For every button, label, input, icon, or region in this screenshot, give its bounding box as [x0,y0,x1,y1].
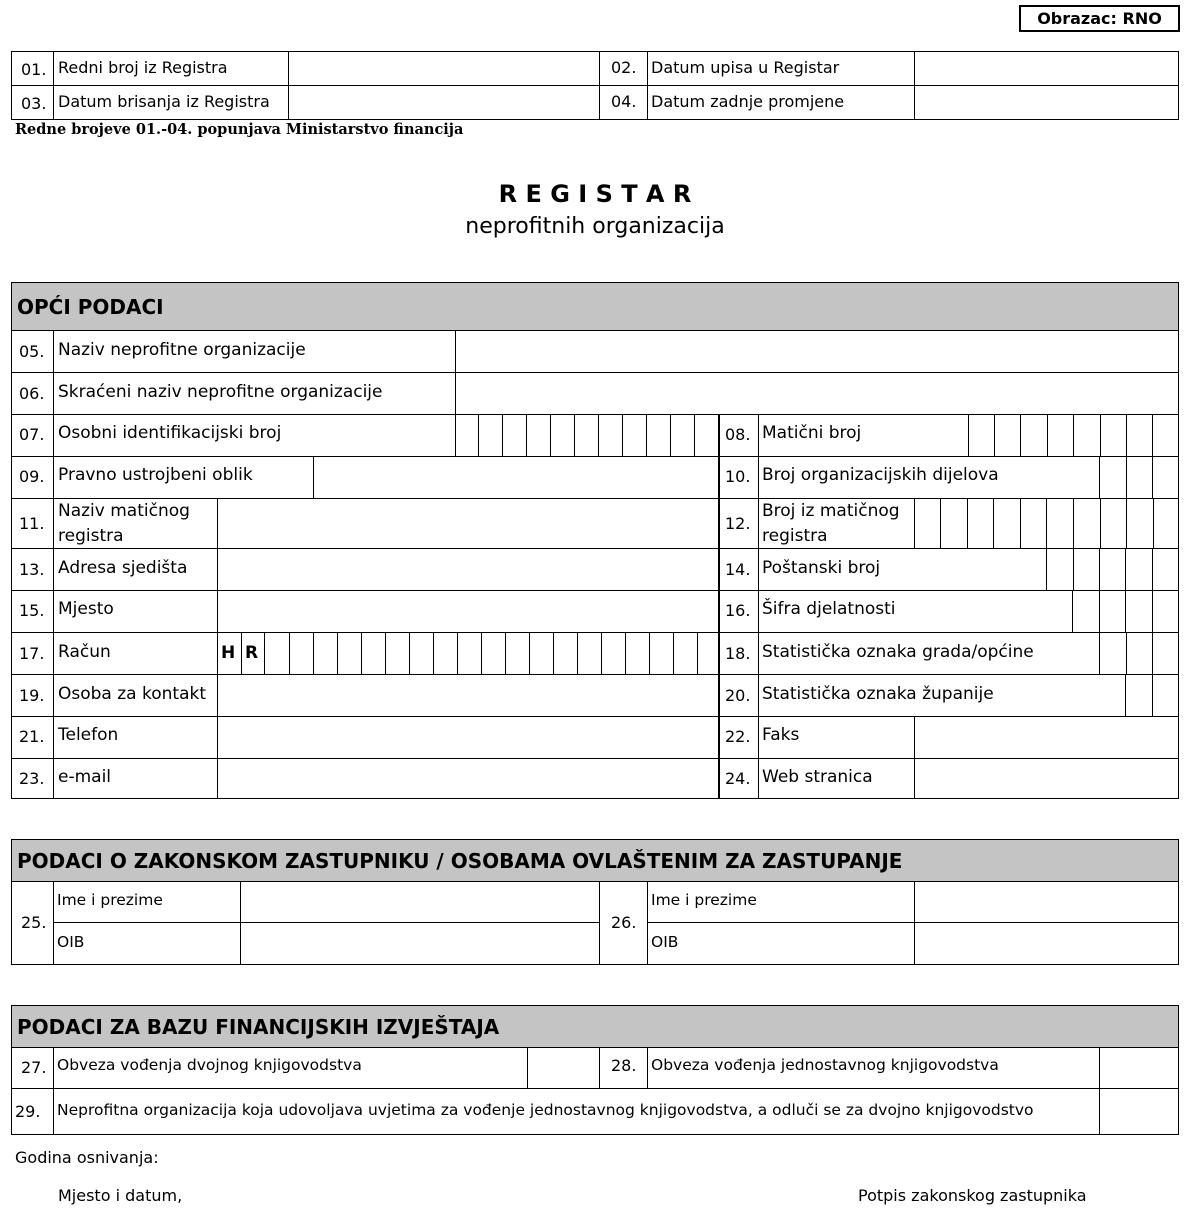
f17-box[interactable] [361,632,362,674]
f16-box[interactable] [1125,590,1126,632]
f07-box[interactable] [670,414,671,456]
f19-input[interactable] [217,674,720,717]
f26-num-text: 26. [611,913,637,932]
f25-name-label-text: Ime i prezime [57,891,163,909]
f05-num-text: 05. [19,342,45,361]
f26-oib-label [647,922,915,965]
f12-box[interactable] [1046,498,1047,548]
section-financial-header [11,1005,1179,1048]
registry-value-01[interactable] [288,51,600,86]
section-representative-title: PODACI O ZAKONSKOM ZASTUPNIKU / OSOBAMA OVLAŠTENIM ZA ZASTUPANJE [17,848,903,873]
form-code: Obrazac: RNO [1037,9,1162,28]
f07-box[interactable] [694,414,695,456]
f23-input[interactable] [217,758,720,799]
f26-name-input[interactable] [914,881,1179,923]
f18-box[interactable] [1126,632,1127,674]
f21-num-text: 21. [19,727,45,746]
f23-label-text: e-mail [58,767,112,787]
f17-box[interactable] [649,632,650,674]
section-financial-title: PODACI ZA BAZU FINANCIJSKIH IZVJEŠTAJA [17,1014,500,1039]
f13-num-text: 13. [19,560,45,579]
f12-box[interactable] [1100,498,1101,548]
f11-label-line1: Naziv matičnog [58,501,190,521]
f08-box[interactable] [1152,414,1153,456]
f16-box[interactable] [1099,590,1100,632]
form-code-box [1019,5,1180,32]
f05-input[interactable] [455,330,1179,373]
f09-num-text: 09. [19,467,45,486]
f16-boxes[interactable] [1072,590,1179,633]
f17-label-text: Račun [58,642,111,662]
f17-h-letter: H [221,643,236,663]
f17-box[interactable] [529,632,530,674]
f14-boxes[interactable] [1046,548,1179,591]
registry-num-03-text: 03. [21,94,47,113]
registry-label-04-text: Datum zadnje promjene [651,92,845,111]
f07-oib-boxes[interactable] [455,414,720,457]
registry-note: Redne brojeve 01.-04. popunjava Ministarstvo financija [15,121,464,138]
f12-box[interactable] [940,498,941,548]
f07-box[interactable] [622,414,623,456]
f29-num-text: 29. [15,1102,41,1121]
f15-label-text: Mjesto [58,599,114,619]
f09-input[interactable] [313,456,720,499]
registry-value-02[interactable] [914,51,1179,86]
f17-box[interactable] [264,632,265,674]
registry-num-04-text: 04. [611,92,637,111]
registry-num-01-text: 01. [21,60,47,79]
f07-box[interactable] [478,414,479,456]
f07-box[interactable] [646,414,647,456]
section-representative-header [11,839,1179,882]
f23-num-text: 23. [19,769,45,788]
f18-num-text: 18. [725,644,751,663]
f17-box[interactable] [313,632,314,674]
registry-value-03[interactable] [288,85,600,120]
f25-oib-input[interactable] [240,922,600,965]
f17-box[interactable] [433,632,434,674]
f20-num-text: 20. [725,686,751,705]
f17-box[interactable] [625,632,626,674]
f27-input[interactable] [527,1047,600,1089]
f17-box[interactable] [409,632,410,674]
f29-label-text: Neprofitna organizacija koja udovoljava uvjetima za vođenje jednostavnog knjigovodstva, a odluči se za dvojno knjigovodstvo [57,1101,1034,1119]
f19-label-text: Osoba za kontakt [58,684,207,704]
f21-input[interactable] [217,716,720,759]
f08-box[interactable] [1020,414,1021,456]
f12-boxes[interactable] [914,498,1179,549]
f17-box[interactable] [385,632,386,674]
section-general-title: OPĆI PODACI [17,294,164,319]
f12-box[interactable] [1126,498,1127,548]
f26-oib-input[interactable] [914,922,1179,965]
f12-box[interactable] [1073,498,1074,548]
f18-label-text: Statistička oznaka grada/općine [762,642,1034,662]
f20-boxes[interactable] [1125,674,1179,717]
f08-box[interactable] [1047,414,1048,456]
f08-box[interactable] [1126,414,1127,456]
f12-num-text: 12. [725,514,751,533]
f17-r-letter: R [245,643,259,663]
f14-label-text: Poštanski broj [762,558,881,578]
f12-box[interactable] [967,498,968,548]
f17-box[interactable] [457,632,458,674]
f21-label-text: Telefon [58,725,119,745]
f28-input[interactable] [1099,1047,1179,1089]
f08-label-text: Matični broj [762,423,862,443]
f17-box[interactable] [577,632,578,674]
f10-label-text: Broj organizacijskih dijelova [762,465,999,485]
f19-num-text: 19. [19,686,45,705]
f15-num-text: 15. [19,601,45,620]
signature-label: Potpis zakonskog zastupnika [858,1186,1087,1205]
f10-box[interactable] [1152,456,1153,498]
f10-box[interactable] [1126,456,1127,498]
f08-box[interactable] [1100,414,1101,456]
f17-box[interactable] [505,632,506,674]
f10-boxes[interactable] [1099,456,1179,499]
f08-box[interactable] [1073,414,1074,456]
registry-label-03-text: Datum brisanja iz Registra [58,92,270,111]
f12-label-line1: Broj iz matičnog [762,501,900,521]
f17-box[interactable] [241,632,242,674]
f12-label-line2: registra [762,526,828,546]
f22-label-text: Faks [762,725,800,745]
place-date-label: Mjesto i datum, [58,1186,183,1205]
f05-label-text: Naziv neprofitne organizacije [58,340,306,360]
f07-box[interactable] [598,414,599,456]
f08-boxes[interactable] [968,414,1179,457]
f14-box[interactable] [1073,548,1074,590]
f22-input[interactable] [914,716,1179,759]
founding-year-label: Godina osnivanja: [15,1148,159,1167]
f08-box[interactable] [994,414,995,456]
f20-label-text: Statistička oznaka županije [762,684,994,704]
f13-input[interactable] [217,548,720,591]
f10-num-text: 10. [725,467,751,486]
f17-box[interactable] [673,632,674,674]
f18-boxes[interactable] [1099,632,1179,675]
registry-num-02-text: 02. [611,58,637,77]
f16-label-text: Šifra djelatnosti [762,599,896,619]
f24-label-text: Web stranica [762,767,873,787]
registry-label-02-text: Datum upisa u Registar [651,58,840,77]
f27-num-text: 27. [21,1058,47,1077]
f17-box[interactable] [481,632,482,674]
f07-box[interactable] [574,414,575,456]
f07-box[interactable] [550,414,551,456]
f14-box[interactable] [1099,548,1100,590]
f18-box[interactable] [1152,632,1153,674]
f06-input[interactable] [455,372,1179,415]
page-title: R E G I S T A R [498,180,692,208]
f29-input[interactable] [1099,1088,1179,1135]
f17-box[interactable] [601,632,602,674]
f27-label-text: Obveza vođenja dvojnog knjigovodstva [57,1056,362,1074]
section-general-header [11,282,1179,331]
f07-num-text: 07. [19,425,45,444]
f24-num-text: 24. [725,769,751,788]
f17-num-text: 17. [19,644,45,663]
f07-label-text: Osobni identifikacijski broj [58,423,282,443]
f09-label-text: Pravno ustrojbeni oblik [58,465,253,485]
f11-label-line2: registra [58,526,124,546]
f11-num-text: 11. [19,514,45,533]
f26-name-label-text: Ime i prezime [651,891,757,909]
f14-num-text: 14. [725,560,751,579]
f17-box[interactable] [697,632,698,674]
f14-box[interactable] [1125,548,1126,590]
f22-num-text: 22. [725,727,751,746]
f28-label-text: Obveza vođenja jednostavnog knjigovodstva [651,1056,999,1074]
f12-box[interactable] [1020,498,1021,548]
f11-input[interactable] [217,498,720,549]
f14-box[interactable] [1152,548,1153,590]
f08-num-text: 08. [725,425,751,444]
f06-label-text: Skraćeni naziv neprofitne organizacije [58,382,383,402]
f26-oib-label-text: OIB [651,933,679,951]
registry-value-04[interactable] [914,85,1179,120]
f07-box[interactable] [502,414,503,456]
f12-box[interactable] [1153,498,1154,548]
f20-box[interactable] [1152,674,1153,716]
f12-box[interactable] [993,498,994,548]
f15-input[interactable] [217,590,720,633]
registry-label-01-text: Redni broj iz Registra [58,58,228,77]
f17-box[interactable] [289,632,290,674]
f25-num-text: 25. [21,913,47,932]
f16-box[interactable] [1152,590,1153,632]
f17-box[interactable] [553,632,554,674]
f06-num-text: 06. [19,384,45,403]
f24-input[interactable] [914,758,1179,799]
f28-num-text: 28. [611,1056,637,1075]
f07-box[interactable] [526,414,527,456]
f17-box[interactable] [337,632,338,674]
f25-oib-label-text: OIB [57,933,85,951]
f16-num-text: 16. [725,601,751,620]
page-subtitle: neprofitnih organizacija [465,214,725,239]
f13-label-text: Adresa sjedišta [58,558,188,578]
f17-iban-boxes[interactable] [217,632,720,675]
f25-name-input[interactable] [240,881,600,923]
